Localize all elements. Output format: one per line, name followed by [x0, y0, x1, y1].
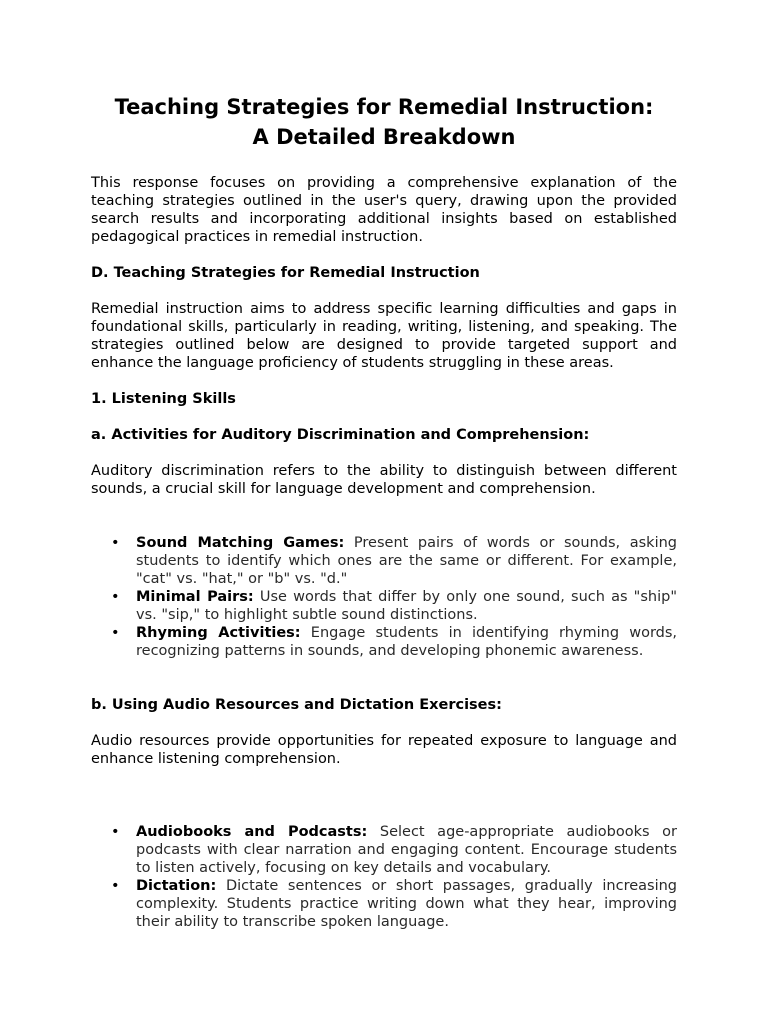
list-item-term: Audiobooks and Podcasts: [136, 824, 368, 840]
bullet-icon: • [111, 878, 120, 894]
title-line-2: A Detailed Breakdown [252, 125, 516, 149]
list-item-text: Use words that differ by only one sound, such as "ship" vs. "sip," to highlight subtle sound distinctions. [136, 589, 677, 623]
list-item [91, 588, 677, 624]
list-item [91, 877, 677, 931]
list-item-term: Dictation: [136, 878, 217, 894]
section-b-heading: b. Using Audio Resources and Dictation Exercises: [91, 697, 502, 713]
section-d-paragraph: Remedial instruction aims to address specific learning difficulties and gaps in foundational skills, particularly in reading, writing, listening, and speaking. The strategies outlined below are designed to provide targeted support and enhance the language proficiency of students struggling in these areas. [91, 301, 677, 371]
intro-paragraph: This response focuses on providing a comprehensive explanation of the teaching strategies outlined in the user's query, drawing upon the provided search results and incorporating additional insights based on established pedagogical practices in remedial instruction. [91, 175, 677, 245]
list-item-term: Rhyming Activities: [136, 625, 301, 641]
section-b-paragraph: Audio resources provide opportunities for repeated exposure to language and enhance listening comprehension. [91, 733, 677, 767]
list-item [91, 624, 677, 660]
document-page [91, 92, 677, 931]
section-d-heading: D. Teaching Strategies for Remedial Instruction [91, 265, 480, 281]
list-item-term: Minimal Pairs: [136, 589, 254, 605]
bullet-icon: • [111, 625, 120, 641]
section-b-list [91, 823, 677, 931]
list-item-text: Present pairs of words or sounds, asking students to identify which ones are the same or different. For example, "cat" vs. "hat," or "b" vs. "d." [136, 535, 677, 587]
list-item-term: Sound Matching Games: [136, 535, 345, 551]
bullet-icon: • [111, 535, 120, 551]
title-line-1: Teaching Strategies for Remedial Instruction: [114, 95, 654, 119]
section-a-heading: a. Activities for Auditory Discrimination and Comprehension: [91, 427, 590, 443]
list-item [91, 823, 677, 877]
bullet-icon: • [111, 824, 120, 840]
section-a-list [91, 534, 677, 660]
list-item-text: Select age-appropriate audiobooks or podcasts with clear narration and engaging content. Encourage students to listen actively, focusing on key details and vocabulary. [136, 824, 677, 876]
list-item-text: Dictate sentences or short passages, gradually increasing complexity. Students practice writing down what they hear, improving their ability to transcribe spoken language. [136, 878, 677, 930]
list-item-text: Engage students in identifying rhyming words, recognizing patterns in sounds, and developing phonemic awareness. [136, 625, 678, 659]
list-item [91, 534, 677, 588]
bullet-icon: • [111, 589, 120, 605]
section-1-heading: 1. Listening Skills [91, 391, 236, 407]
section-a-paragraph: Auditory discrimination refers to the ability to distinguish between different sounds, a crucial skill for language development and comprehension. [91, 463, 677, 497]
document-title [91, 92, 677, 152]
